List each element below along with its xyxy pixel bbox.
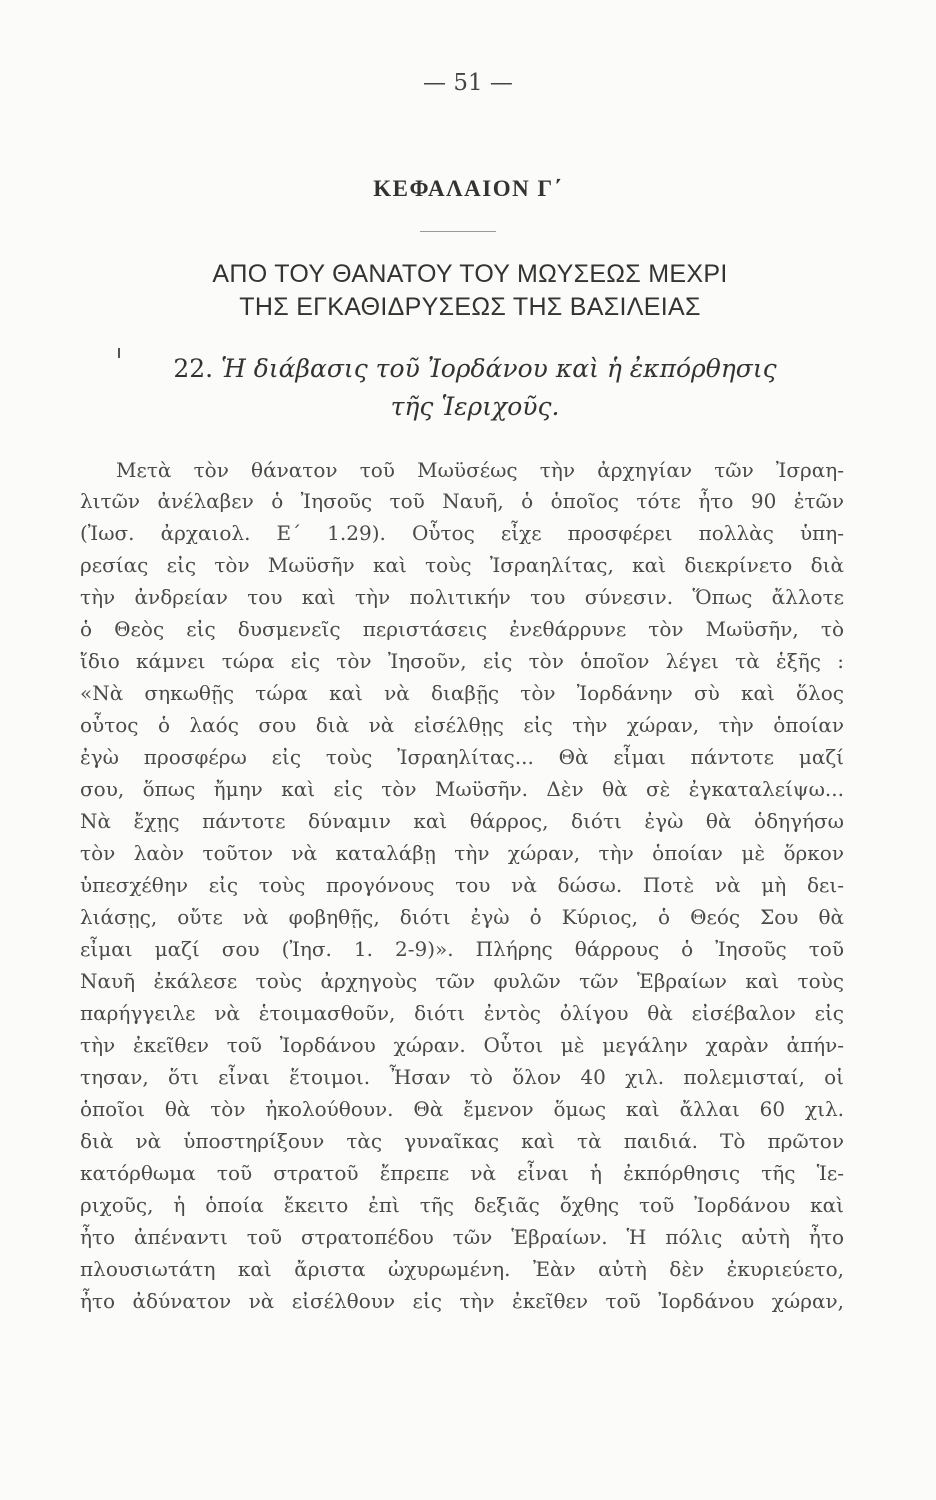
body-line: λιάσῃς, οὔτε νὰ φοβηθῇς, διότι ἐγὼ ὁ Κύριος, ὁ Θεός Σου θὰ: [80, 905, 844, 929]
section-title-line: Ἡ διάβασις τοῦ Ἰορδάνου καὶ ἡ ἐκπόρθησις: [221, 354, 777, 383]
body-line: ριχοῦς, ἡ ὁποία ἔκειτο ἐπὶ τῆς δεξιᾶς ὄχθης τοῦ Ἰορδάνου καὶ: [80, 1193, 844, 1217]
body-line: οὗτος ὁ λαός σου διὰ νὰ εἰσέλθῃς εἰς τὴν χώραν, τὴν ὁποίαν: [80, 713, 844, 737]
section-heading: [110, 350, 840, 426]
body-line: Μετὰ τὸν θάνατον τοῦ Μωϋσέως τὴν ἀρχηγίαν τῶν Ἰσραη-: [116, 458, 844, 482]
body-line: ἦτο ἀδύνατον νὰ εἰσέλθουν εἰς τὴν ἐκεῖθεν τοῦ Ἰορδάνου χώραν,: [80, 1289, 844, 1313]
body-line: «Νὰ σηκωθῇς τώρα καὶ νὰ διαβῇς τὸν Ἰορδάνην σὺ καὶ ὅλος: [80, 681, 844, 705]
body-line: ὑπεσχέθην εἰς τοὺς προγόνους του νὰ δώσω. Ποτὲ νὰ μὴ δει-: [80, 873, 844, 897]
body-line: τησαν, ὅτι εἶναι ἕτοιμοι. Ἦσαν τὸ ὅλον 40 χιλ. πολεμισταί, οἱ: [80, 1065, 844, 1089]
body-line: τὴν ἐκεῖθεν τοῦ Ἰορδάνου χώραν. Οὗτοι μὲ μεγάλην χαρὰν ἀπήν-: [80, 1033, 844, 1057]
body-line: πλουσιωτάτη καὶ ἄριστα ὠχυρωμένη. Ἐὰν αὐτὴ δὲν ἐκυριεύετο,: [80, 1257, 844, 1281]
chapter-title-line: ΑΠΟ ΤΟΥ ΘΑΝΑΤΟΥ ΤΟΥ ΜΩΥΣΕΩΣ ΜΕΧΡΙ: [212, 260, 728, 288]
body-line: σου, ὅπως ἤμην καὶ εἰς τὸν Μωϋσῆν. Δὲν θὰ σὲ ἐγκαταλείψω...: [80, 777, 844, 801]
body-line: ὁποῖοι θὰ τὸν ἠκολούθουν. Θὰ ἔμενον ὅμως καὶ ἄλλαι 60 χιλ.: [80, 1097, 844, 1121]
section-number: 22.: [173, 354, 214, 383]
chapter-title-line: ΤΗΣ ΕΓΚΑΘΙΔΡΥΣΕΩΣ ΤΗΣ ΒΑΣΙΛΕΙΑΣ: [239, 293, 701, 321]
body-line: ἐγὼ προσφέρω εἰς τοὺς Ἰσραηλίτας... Θὰ εἶμαι πάντοτε μαζί: [80, 745, 844, 769]
body-line: διὰ νὰ ὑποστηρίξουν τὰς γυναῖκας καὶ τὰ παιδιά. Τὸ πρῶτον: [80, 1129, 844, 1153]
body-line: λιτῶν ἀνέλαβεν ὁ Ἰησοῦς τοῦ Ναυῆ, ὁ ὁποῖος τότε ἦτο 90 ἐτῶν: [80, 489, 844, 513]
page-number: — 51 —: [423, 70, 513, 96]
body-line: ὁ Θεὸς εἰς δυσμενεῖς περιστάσεις ἐνεθάρρυνε τὸν Μωϋσῆν, τὸ: [80, 617, 844, 641]
body-line: Ναυῆ ἐκάλεσε τοὺς ἀρχηγοὺς τῶν φυλῶν τῶν Ἑβραίων καὶ τοὺς: [80, 969, 844, 993]
section-title-line: τῆς Ἱεριχοῦς.: [390, 392, 560, 421]
body-line: κατόρθωμα τοῦ στρατοῦ ἔπρεπε νὰ εἶναι ἡ ἐκπόρθησις τῆς Ἱε-: [80, 1161, 844, 1185]
body-line: ἴδιο κάμνει τώρα εἰς τὸν Ἰησοῦν, εἰς τὸν ὁποῖον λέγει τὰ ἑξῆς :: [80, 649, 844, 673]
body-line: εἶμαι μαζί σου (Ἰησ. 1. 2-9)». Πλήρης θάρρους ὁ Ἰησοῦς τοῦ: [80, 937, 844, 961]
body-line: ἦτο ἀπέναντι τοῦ στρατοπέδου τῶν Ἑβραίων. Ἡ πόλις αὐτὴ ἦτο: [80, 1225, 844, 1249]
chapter-title: [100, 258, 840, 324]
chapter-label: ΚΕΦΑΛΑΙΟΝ Γ΄: [373, 176, 563, 201]
body-line: παρήγγειλε νὰ ἑτοιμασθοῦν, διότι ἐντὸς ὀλίγου θὰ εἰσέβαλον εἰς: [80, 1001, 844, 1025]
body-line: ρεσίας εἰς τὸν Μωϋσῆν καὶ τοὺς Ἰσραηλίτας, καὶ διεκρίνετο διὰ: [80, 553, 844, 577]
divider-rule: [420, 231, 496, 232]
body-line: (Ἰωσ. ἀρχαιολ. Ε΄ 1.29). Οὗτος εἶχε προσφέρει πολλὰς ὑπη-: [80, 521, 844, 545]
body-line: τὸν λαὸν τοῦτον νὰ καταλάβῃ τὴν χώραν, τὴν ὁποίαν μὲ ὅρκον: [80, 841, 844, 865]
body-line: Νὰ ἔχῃς πάντοτε δύναμιν καὶ θάρρος, διότι ἐγὼ θὰ ὁδηγήσω: [80, 809, 844, 833]
body-line: τὴν ἀνδρείαν του καὶ τὴν πολιτικήν του σύνεσιν. Ὅπως ἄλλοτε: [80, 585, 844, 609]
